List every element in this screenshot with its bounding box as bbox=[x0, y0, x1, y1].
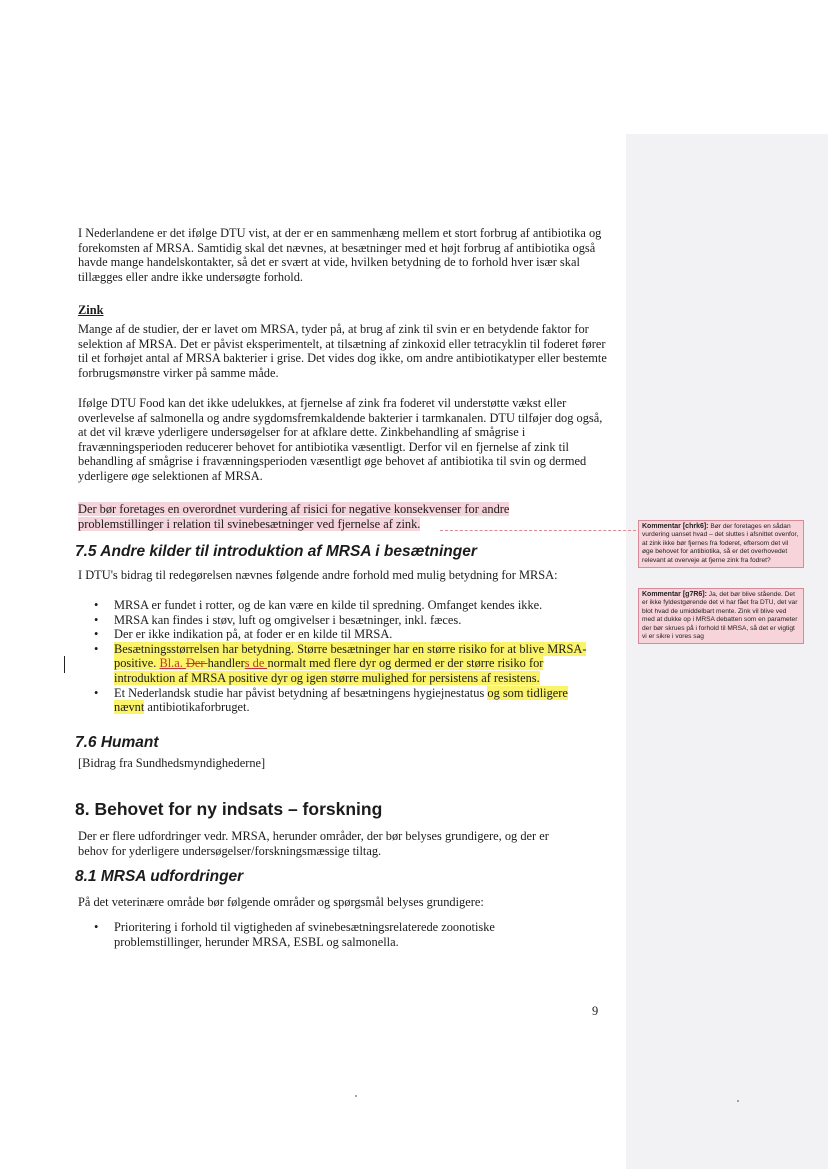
comment-text: Bør der foretages en sådan vurdering uanset hvad – det sluttes i afsnittet ovenfor, at zink ikke bør fjernes fra foderet, eftersom det vil øge behovet for antibiotika, så er det overhovedet relevant at overveje at fjerne zink fra fodret? bbox=[642, 523, 799, 564]
comment-margin-pane bbox=[626, 134, 828, 1169]
list-item: • Et Nederlandsk studie har påvist betydning af besætningens hygiejnestatus og som tidligere nævnt antibiotikaforbruget. bbox=[92, 686, 597, 715]
list-item-tracked-changes bbox=[92, 642, 597, 686]
comment-balloon-2[interactable] bbox=[638, 588, 804, 644]
commented-text-highlight[interactable]: Der bør foretages en overordnet vurdering af risici for negative konsekvenser for andre problemstillinger i relation til svinebesætninger ved fjernelse af zink. bbox=[78, 502, 510, 531]
section-7-5-intro: I DTU's bidrag til redegørelsen nævnes følgende andre forhold med mulig betydning for MRSA: bbox=[78, 568, 558, 582]
change-bar bbox=[64, 656, 65, 673]
comment-connector-line bbox=[440, 530, 636, 532]
bullet-list-8-1 bbox=[92, 920, 522, 949]
paragraph-zink-2: Ifølge DTU Food kan det ikke udelukkes, at fjernelse af zink fra foderet vil understøtte vækst eller overlevelse af salmonella og andre sygdomsfremkaldende bakterier i tarmkanalen. DTU tilføjer dog også, at det vil kræve yderligere undersøgelser for at afklare dette. Zinkbehandling af smågrise i fravænningsperioden reducerer behovet for antibiotika væsentligt. Derfor vil en fjernelse af zink til behandling af smågrise i fravænningsperioden væsentligt øge behovet af antibiotika til svin og dermed yderligere øge selektionen af MRSA. bbox=[78, 396, 603, 483]
heading-7-5: 7.5 Andre kilder til introduktion af MRSA i besætninger bbox=[75, 543, 477, 560]
highlight-text: og som tidligere nævnt bbox=[114, 685, 568, 715]
heading-8-1: 8.1 MRSA udfordringer bbox=[75, 868, 244, 885]
heading-8: 8. Behovet for ny indsats – forskning bbox=[75, 799, 383, 819]
comment-author: Kommentar [chrk6]: bbox=[642, 523, 709, 530]
inserted-text[interactable]: Bl.a. bbox=[159, 656, 186, 671]
highlight-text: handler bbox=[207, 656, 245, 671]
deleted-text[interactable]: Der bbox=[185, 656, 208, 671]
page-number: 9 bbox=[592, 1004, 599, 1018]
heading-7-6: 7.6 Humant bbox=[75, 734, 159, 751]
comment-text: Ja, det bør blive stående. Det er ikke fyldestgørende det vi har fået fra DTU, det var blot hvad de umiddelbart mente. Zink vil blive ved med at dukke op i MRSA debatten som en parameter der bør skrues på i forhold til MRSA, så det er vigtigt vi er sikre i vores sag bbox=[642, 591, 798, 641]
comment-author: Kommentar [g7R6]: bbox=[642, 591, 707, 598]
paragraph-nederland: I Nederlandene er det ifølge DTU vist, at der er en sammenhæng mellem et stort forbrug af antibiotika og forekomsten af MRSA. Samtidig skal det nævnes, at besætninger med et højt forbrug af antibiotika også havde mange handelskontakter, så det er svært at vide, hvilken betydning de to forhold hver især skal tillægges eller andre ikke undersøgte forhold. bbox=[78, 226, 602, 284]
highlight-text: Besætningsstørrelsen har betydning. Større besætninger har en større risiko for at blive MRSA-positive. bbox=[114, 641, 587, 671]
bullet-list-7-5 bbox=[92, 598, 597, 715]
section-7-6-body: [Bidrag fra Sundhedsmyndighederne] bbox=[78, 756, 266, 770]
highlight-text: normalt med flere dyr og dermed er der større risiko for introduktion af MRSA positive dyr og igen større mulighed for persistens af resistens. bbox=[114, 656, 544, 685]
list-item: • Prioritering i forhold til vigtigheden af svinebesætningsrelaterede zoonotiske problemstillinger, herunder MRSA, ESBL og salmonella. bbox=[92, 920, 522, 949]
scan-speck bbox=[355, 1095, 357, 1097]
list-item: • MRSA er fundet i rotter, og de kan være en kilde til spredning. Omfanget kendes ikke. bbox=[92, 598, 597, 613]
heading-zink: Zink bbox=[78, 303, 104, 317]
paragraph-zink-1: Mange af de studier, der er lavet om MRSA, tyder på, at brug af zink til svin er en betydende faktor for selektion af MRSA. Det er påvist eksperimentelt, at tilsætning af zinkoxid eller tetracyklin til foderet fører til et forhøjet antal af MRSA bakterier i grise. Det vides dog ikke, om andre antibiotikatyper eller bestemte forbrugsmønstre virker på samme måde. bbox=[78, 322, 607, 380]
comment-balloon-1[interactable] bbox=[638, 520, 804, 568]
highlighted-paragraph-zink bbox=[78, 502, 548, 531]
section-8-1-intro: På det veterinære område bør følgende områder og spørgsmål belyses grundigere: bbox=[78, 895, 484, 909]
list-item: • Der er ikke indikation på, at foder er en kilde til MRSA. bbox=[92, 627, 597, 642]
section-8-body: Der er flere udfordringer vedr. MRSA, herunder områder, der bør belyses grundigere, og der er behov for yderligere undersøgelser/forskningsmæssige tiltag. bbox=[78, 829, 549, 858]
inserted-text[interactable]: s de bbox=[244, 656, 268, 671]
list-item: • MRSA kan findes i støv, luft og omgivelser i besætninger, inkl. fæces. bbox=[92, 613, 597, 628]
scan-speck bbox=[737, 1100, 739, 1102]
